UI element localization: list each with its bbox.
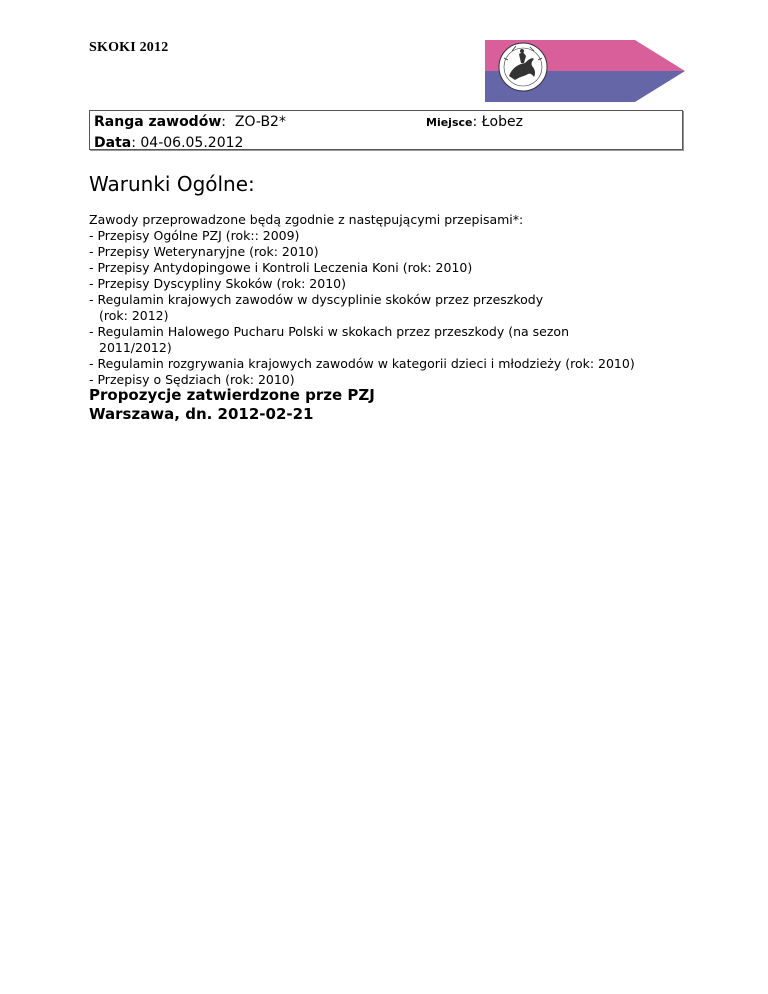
rule-item: - Regulamin krajowych zawodów w dyscyplinie skoków przez przeszkody (rok: 2012): [89, 292, 544, 323]
rule-item: - Przepisy Ogólne PZJ (rok:: 2009): [89, 228, 300, 243]
approval-line: Propozycje zatwierdzone prze PZJ: [89, 386, 375, 404]
place-line: Miejsce: Łobez: [426, 114, 523, 130]
date-line: Data: 04-06.05.2012: [94, 135, 244, 151]
date-value: 04-06.05.2012: [140, 135, 244, 151]
document-header-title: SKOKI 2012: [89, 40, 169, 55]
rule-item: - Regulamin rozgrywania krajowych zawodów w kategorii dzieci i młodzieży (rok: 2010): [89, 356, 635, 371]
place-label: Miejsce: [426, 116, 473, 129]
rules-intro: Zawody przeprowadzone będą zgodnie z następującymi przepisami*:: [89, 212, 524, 227]
rank-line: Ranga zawodów: ZO-B2*: [94, 114, 286, 130]
rank-value: ZO-B2*: [234, 114, 286, 130]
rules-list: [89, 228, 635, 388]
rule-item: - Przepisy o Sędziach (rok: 2010): [89, 372, 295, 387]
horse-rider-emblem-icon: [499, 43, 547, 91]
pzj-flag-logo: [485, 40, 685, 102]
place-value: Łobez: [481, 114, 523, 130]
rank-label: Ranga zawodów: [94, 114, 222, 130]
rule-item: - Przepisy Antydopingowe i Kontroli Leczenia Koni (rok: 2010): [89, 260, 473, 275]
approval-place-date: Warszawa, dn. 2012-02-21: [89, 405, 314, 423]
section-title: Warunki Ogólne:: [89, 172, 255, 196]
competition-info-box: [89, 110, 683, 150]
rule-item: - Przepisy Dyscypliny Skoków (rok: 2010): [89, 276, 346, 291]
rule-item: - Przepisy Weterynaryjne (rok: 2010): [89, 244, 319, 259]
approval-block: [89, 386, 375, 424]
rule-item: - Regulamin Halowego Pucharu Polski w skokach przez przeszkody (na sezon 2011/2012): [89, 324, 569, 355]
date-label: Data: [94, 135, 132, 151]
